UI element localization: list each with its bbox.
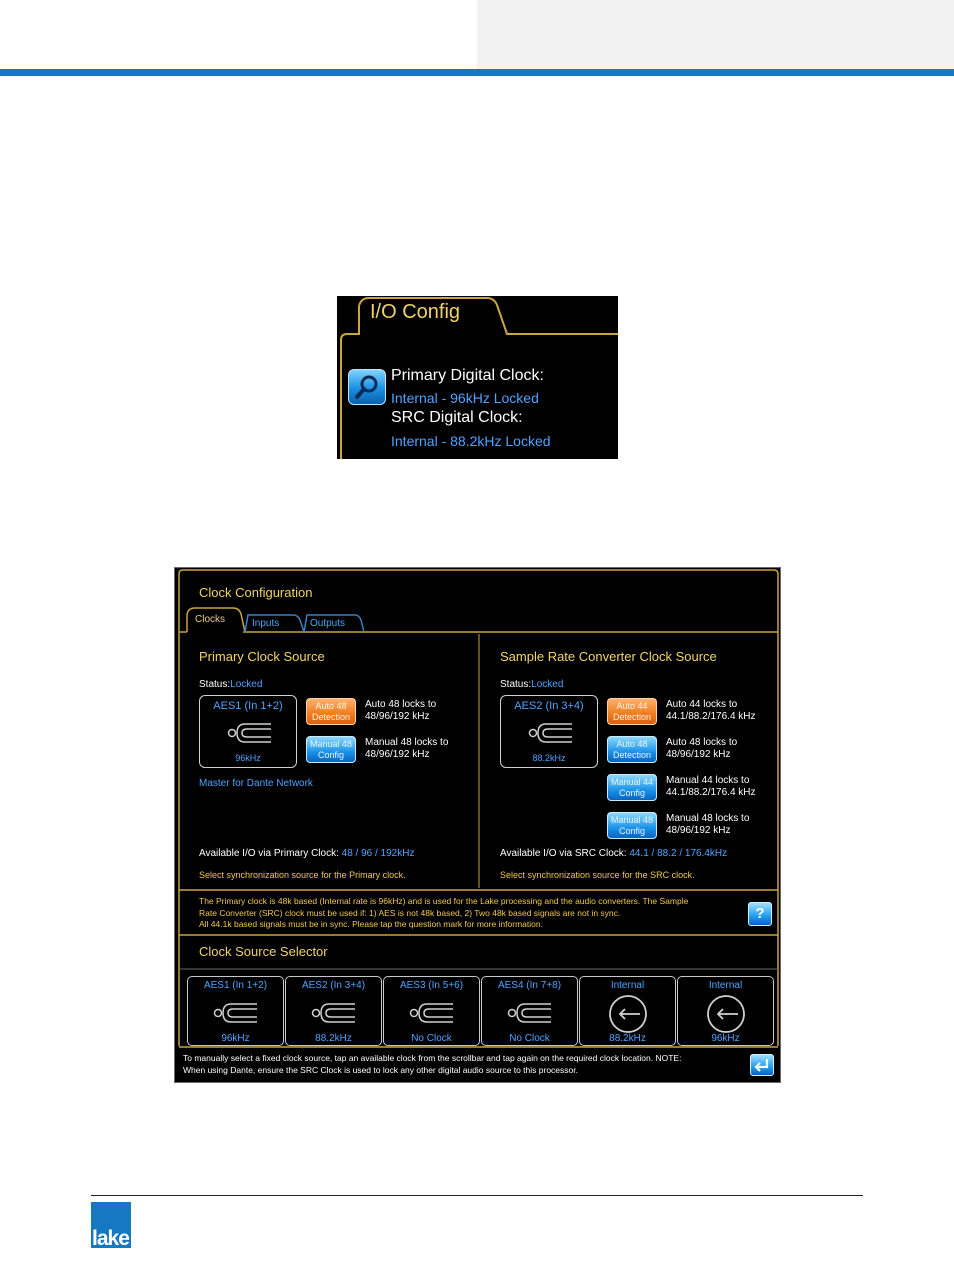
aes-connector-icon (311, 1002, 357, 1024)
src-status-value: Locked (531, 679, 564, 690)
desc-line1: Manual 44 locks to (666, 775, 750, 786)
src-clock-heading: Sample Rate Converter Clock Source (500, 649, 717, 664)
selector-item-name: AES4 (In 7+8) (497, 980, 562, 991)
logo-text: lake (92, 1227, 129, 1248)
selector-item-rate: No Clock (509, 1033, 550, 1044)
selector-item-name: AES2 (In 3+4) (301, 980, 366, 991)
src-source-name: AES2 (In 3+4) (514, 700, 584, 712)
button-line1: Auto 44 (616, 701, 648, 711)
io-config-title: I/O Config (370, 301, 461, 323)
page-header-right (477, 0, 954, 69)
info-line: All 44.1k based signals must be in sync. Please tap the question mark for more information. (199, 919, 543, 929)
src-auto-48-desc (666, 737, 737, 761)
src-manual-48-config-button[interactable] (607, 812, 657, 839)
desc-line1: Manual 48 locks to (365, 737, 449, 748)
primary-status-label: Status: (199, 679, 231, 690)
tab-outputs[interactable]: Outputs (310, 618, 346, 629)
selector-footer-note (183, 1053, 681, 1076)
selector-item-name: AES3 (In 5+6) (399, 980, 464, 991)
src-available-label: Available I/O via SRC Clock: (500, 848, 627, 859)
tab-inputs[interactable]: Inputs (252, 618, 280, 629)
button-line2: Config (618, 788, 645, 798)
selector-item-aes4[interactable] (481, 976, 578, 1046)
selector-item-rate: 96kHz (711, 1033, 740, 1044)
desc-line2: 48/96/192 kHz (666, 825, 731, 836)
src-status (500, 679, 563, 690)
auto-44-detection-button[interactable] (607, 698, 657, 725)
src-available-value: 44.1 / 88.2 / 176.4kHz (629, 848, 728, 859)
return-arrow-icon (751, 1055, 773, 1075)
lake-logo (91, 1202, 131, 1248)
src-clock-label: SRC Digital Clock: (391, 409, 523, 426)
primary-clock-value: Internal - 96kHz Locked (391, 390, 539, 406)
aes-connector-icon (528, 721, 574, 745)
primary-source-box[interactable] (199, 695, 297, 768)
selector-item-internal-96[interactable] (677, 976, 774, 1046)
manual-48-config-button[interactable] (306, 736, 356, 763)
selector-item-rate: 96kHz (221, 1033, 250, 1044)
button-line2: Detection (612, 750, 652, 760)
help-question-button[interactable]: ? (748, 902, 772, 926)
src-status-label: Status: (500, 679, 532, 690)
clock-config-title: Clock Configuration (199, 585, 313, 600)
footer-line: When using Dante, ensure the SRC Clock is used to lock any other digital audio source to this processor. (183, 1064, 578, 1075)
selector-item-rate: 88.2kHz (315, 1033, 352, 1044)
desc-line1: Auto 44 locks to (666, 699, 738, 710)
selector-item-name: AES1 (In 1+2) (203, 980, 268, 991)
primary-available-io (199, 848, 414, 859)
src-auto-48-detection-button[interactable] (607, 736, 657, 763)
aes-connector-icon (409, 1002, 455, 1024)
internal-clock-icon (706, 994, 746, 1034)
aes-connector-icon (213, 1002, 259, 1024)
desc-line1: Auto 48 locks to (666, 737, 738, 748)
primary-source-name: AES1 (In 1+2) (213, 700, 283, 712)
primary-available-label: Available I/O via Primary Clock: (199, 848, 339, 859)
footer-line: To manually select a fixed clock source, tap an available clock from the scrollbar and tap again on the required clock location. NOTE: (183, 1053, 682, 1063)
button-line2: Detection (311, 712, 351, 722)
button-line1: Auto 48 (315, 701, 347, 711)
primary-status-value: Locked (230, 679, 263, 690)
src-source-box[interactable] (500, 695, 598, 768)
primary-clock-heading: Primary Clock Source (199, 649, 325, 664)
aes-connector-icon (507, 1002, 553, 1024)
primary-status (199, 679, 262, 690)
info-line: Rate Converter (SRC) clock must be used if: 1) AES is not 48k based, 2) Two 48k based signals are not in sync. (199, 907, 621, 918)
src-hint: Select synchronization source for the SRC clock. (500, 870, 695, 880)
aes-connector-icon (227, 721, 273, 745)
io-config-panel (337, 296, 618, 459)
button-line1: Manual 48 (309, 739, 353, 749)
dante-master-link[interactable]: Master for Dante Network (199, 778, 313, 789)
selector-item-rate: No Clock (411, 1033, 452, 1044)
selector-item-name: Internal (708, 980, 743, 991)
auto-44-desc (666, 699, 756, 723)
button-line2: Config (317, 750, 344, 760)
manual-44-desc (666, 775, 756, 799)
page-header-left (0, 0, 477, 69)
desc-line2: 48/96/192 kHz (666, 749, 731, 760)
tab-clocks[interactable]: Clocks (195, 614, 226, 625)
button-line2: Detection (612, 712, 652, 722)
button-line1: Auto 48 (616, 739, 648, 749)
manual-44-config-button[interactable] (607, 774, 657, 801)
desc-line2: 44.1/88.2/176.4 kHz (666, 711, 756, 722)
selector-item-aes1[interactable] (187, 976, 284, 1046)
clock-info-text (199, 896, 688, 931)
internal-clock-icon (608, 994, 648, 1034)
magnifier-icon[interactable] (348, 369, 386, 405)
desc-line2: 48/96/192 kHz (365, 749, 430, 760)
button-line1: Manual 48 (610, 815, 654, 825)
button-line2: Config (618, 826, 645, 836)
manual-48-desc (365, 737, 448, 761)
header-rule (0, 69, 954, 76)
primary-clock-label: Primary Digital Clock: (391, 367, 544, 384)
selector-item-aes3[interactable] (383, 976, 480, 1046)
src-source-rate: 88.2kHz (532, 753, 566, 763)
src-manual-48-desc (666, 813, 749, 837)
desc-line1: Manual 48 locks to (666, 813, 750, 824)
selector-item-aes2[interactable] (285, 976, 382, 1046)
footer-rule (91, 1195, 863, 1196)
clock-configuration-screen (174, 567, 781, 1083)
desc-line1: Auto 48 locks to (365, 699, 437, 710)
selector-item-rate: 88.2kHz (609, 1033, 646, 1044)
src-clock-value: Internal - 88.2kHz Locked (391, 433, 551, 449)
primary-hint: Select synchronization source for the Primary clock. (199, 870, 406, 880)
clock-source-selector-heading: Clock Source Selector (199, 944, 328, 959)
selector-item-name: Internal (610, 980, 645, 991)
auto-48-desc (365, 699, 436, 723)
src-available-io (500, 848, 727, 859)
auto-48-detection-button[interactable] (306, 698, 356, 725)
primary-available-value: 48 / 96 / 192kHz (341, 848, 415, 859)
selector-item-internal-88[interactable] (579, 976, 676, 1046)
primary-source-rate: 96kHz (235, 753, 261, 763)
button-line1: Manual 44 (610, 777, 654, 787)
info-line: The Primary clock is 48k based (Internal rate is 96kHz) and is used for the Lake processing and the audio converters. The Sample (199, 896, 689, 906)
desc-line2: 44.1/88.2/176.4 kHz (666, 787, 756, 798)
desc-line2: 48/96/192 kHz (365, 711, 430, 722)
return-button[interactable] (750, 1054, 774, 1076)
